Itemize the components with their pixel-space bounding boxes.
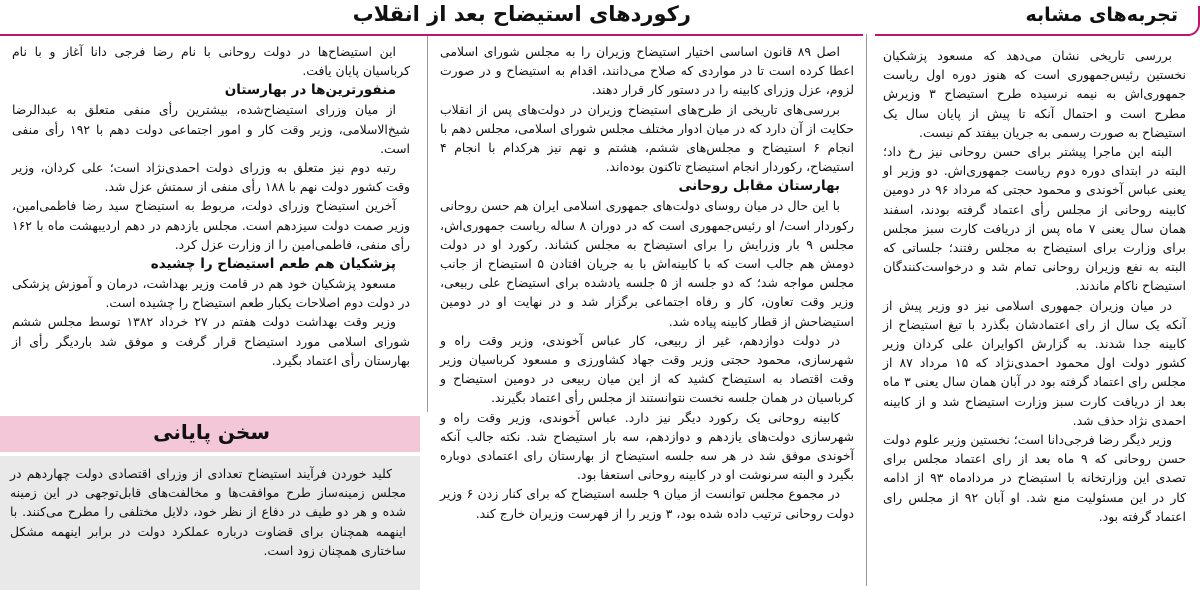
paragraph: وزیر دیگر رضا فرجی‌دانا است؛ نخستین وزیر علوم دولت حسن روحانی که ۹ ماه بعد از رای اعتماد مجلس برای تصدی این وزارتخانه با استیضاح در مردادماه ۹۳ از ادامه کار در این مسئولیت منع شد. او آبان ۹۲ از مجلس رای اعتماد گرفته بود.	[883, 432, 1186, 524]
sidebar-column	[875, 0, 1200, 590]
paragraph: در مجموع مجلس توانست از میان ۹ جلسه استیضاح که برای کنار زدن ۶ وزیر دولت روحانی ترتیب داده شده بود، ۳ وزیر را از فهرست وزیران خارج کند.	[440, 486, 854, 521]
final-words-body	[0, 456, 420, 590]
paragraph: رتبه دوم نیز متعلق به وزرای دولت احمدی‌نژاد است؛ علی کردان، وزیر وقت کشور دولت نهم با ۱۸۸ رأی منفی از سمتش عزل شد.	[12, 160, 410, 195]
paragraph: در دولت دوازدهم، غیر از ربیعی، کار عباس آخوندی، وزیر وقت راه و شهرسازی، محمود حجتی وزیر وقت جهاد کشاورزی و مسعود کرباسیان وزیر وقت اقتصاد به استیضاح کشید که از این میان ربیعی در دومین استیضاح و کرباسیان در همان جلسه نخست نتوانستند از مجلس رأی اعتماد بگیرند.	[440, 332, 854, 406]
paragraph: وزیر وقت بهداشت دولت هفتم در ۲۷ خرداد ۱۳۸۲ توسط مجلس ششم شورای اسلامی مورد استیضاح قرار گرفت و موفق شد باردیگر رأی از بهارستان رأی اعتماد بگیرد.	[12, 314, 410, 368]
final-words-box	[0, 416, 420, 590]
sidebar-body	[875, 38, 1200, 526]
paragraph: کابینه روحانی یک رکورد دیگر نیز دارد. عباس آخوندی، وزیر وقت راه و شهرسازی دولت‌های یازدهم و دوازدهم، سه بار استیضاح شد. نکته جالب آنکه آخوندی موفق شد در هر سه جلسه استیضاح از بهارستان رای اعتمادی دوباره بگیرد و البته سرنوشت او در کابینه روحانی استعفا بود.	[440, 409, 854, 483]
article-column-right	[430, 40, 862, 590]
paragraph: با این حال در میان روسای دولت‌های جمهوری اسلامی ایران هم حسن روحانی رکوردار است/ او رئیس‌جمهوری است که در دوران ۸ ساله ریاست جمهوری‌اش، مجلس ۹ بار وزرایش را برای استیضاح به مجلس کشاند. رکورد او در دولت دومش هم جالب است که با کابینه‌اش با به جریان افتادن ۵ استیضاح از جانب مجلس مواجه شد؛ که دو جلسه از ۵ جلسه یادشده برای استیضاح علی ربیعی، وزیر وقت تعاون، کار و رفاه اجتماعی برگزار شد و در نهایت او در دومین استیضاحش از قطار کابینه پیاده شد.	[440, 198, 854, 329]
paragraph: بررسی‌های تاریخی از طرح‌های استیضاح وزیران در دولت‌های پس از انقلاب حکایت از آن دارد که در میان ادوار مختلف مجلس شورای اسلامی، مجلس دهم با انجام ۶ استیضاح و مجلس‌های ششم، هشتم و نهم نیز هرکدام با انجام ۴ استیضاح، رکوردار انجام استیضاح تاکنون بوده‌اند.	[440, 101, 854, 175]
article-body	[0, 40, 420, 370]
article-title: رکوردهای استیضاح بعد از انقلاب	[352, 2, 691, 26]
final-words-title: سخن پایانی	[153, 420, 270, 444]
paragraph: آخرین استیضاح وزرای دولت، مربوط به استیضاح سید رضا فاطمی‌امین، وزیر صمت دولت سیزدهم است. مجلس یازدهم در دهم اردیبهشت ماه با ۱۶۲ رأی منفی، فاطمی‌امین را از وزارت عزل کرد.	[12, 198, 410, 252]
subheading: پزشکیان هم طعم استیضاح را چشیده	[150, 256, 396, 273]
sidebar-header	[875, 0, 1200, 38]
column-divider	[866, 34, 867, 586]
header-corner-ornament	[1186, 6, 1200, 36]
header-rule	[875, 34, 1190, 36]
subheading: منفورترین‌ها در بهارستان	[224, 82, 396, 99]
paragraph: از میان وزرای استیضاح‌شده، بیشترین رأی منفی متعلق به عبدالرضا شیخ‌الاسلامی، وزیر وقت کار و امور اجتماعی دولت دهم با ۱۹۲ رأی منفی است.	[12, 102, 410, 156]
header-rule	[0, 34, 863, 36]
article-body	[430, 40, 862, 523]
column-divider	[427, 34, 428, 412]
paragraph: اصل ۸۹ قانون اساسی اختیار استیضاح وزیران را به مجلس شورای اسلامی اعطا کرده است تا در مواردی که صلاح می‌دانند، اقدام به استیضاح و در صورت لزوم، عزل وزرای کابینه را در دستور کار قرار دهند.	[440, 44, 854, 98]
final-words-header	[0, 416, 420, 452]
paragraph: مسعود پزشکیان خود هم در قامت وزیر بهداشت، درمان و آموزش پزشکی در دولت دوم اصلاحات یکبار طعم استیضاح را چشیده است.	[12, 276, 410, 311]
paragraph: بررسی تاریخی نشان می‌دهد که مسعود پزشکیان نخستین رئیس‌جمهوری است که هنوز دوره اول ریاست جمهوری‌اش به نیمه نرسیده طرح استیضاح ۳ وزیرش مطرح است و احتمال آنکه تا پیش از پایان سال یک استیضاح به صورت رسمی به جریان بیفتد کم نیست.	[883, 48, 1186, 140]
sidebar-title: تجربه‌های مشابه	[1025, 4, 1178, 26]
article-header	[0, 0, 863, 38]
paragraph: این استیضاح‌ها در دولت روحانی با نام رضا فرجی دانا آغاز و با نام کرباسیان پایان یافت.	[12, 44, 410, 79]
subheading: بهارستان مقابل روحانی	[678, 178, 840, 195]
paragraph: البته این ماجرا پیشتر برای حسن روحانی نیز رخ داد؛ البته در ابتدای دوره دوم ریاست جمهوری‌اش. دو وزیر او یعنی عباس آخوندی و محمود حجتی که مرداد ۹۶ در دومین کابینه روحانی از مجلس رأی اعتماد گرفته بودند، اسفند همان سال یعنی ۷ ماه پس از دریافت کارت سبز مجلس برای وزارت برای استیضاح به مجلس رفتند؛ جلساتی که البته به نفع وزیران روحانی تمام شد و درخواست‌کنندگان استیضاح ناکام ماندند.	[883, 144, 1187, 294]
paragraph: در میان وزیران جمهوری اسلامی نیز دو وزیر پیش از آنکه یک سال از رای اعتمادشان بگذرد با تیغ استیضاح از کابینه جدا شدند. به گزارش اکوایران علی کردان وزیر کشور دولت اول محمود احمدی‌نژاد که ۱۵ مرداد ۸۷ از مجلس رای اعتماد گرفته بود در آبان همان سال یعنی ۳ ماه بعد از دریافت کارت سبز وزارت استیضاح شد و از کابینه احمدی نژاد حذف شد.	[883, 297, 1186, 428]
final-words-text: کلید خوردن فرآیند استیضاح تعدادی از وزرای اقتصادی دولت چهاردهم در مجلس زمینه‌ساز طرح موافقت‌ها و مخالفت‌های قابل‌توجهی در این زمینه شده و هر دو طیف در دفاع از نظر خود، دلایل مختلفی را مطرح می‌کنند. با اینهمه همچنان برای قضاوت درباره عملکرد دولت در برابر اینهمه مشکل ساختاری همچنان زود است.	[10, 466, 406, 558]
